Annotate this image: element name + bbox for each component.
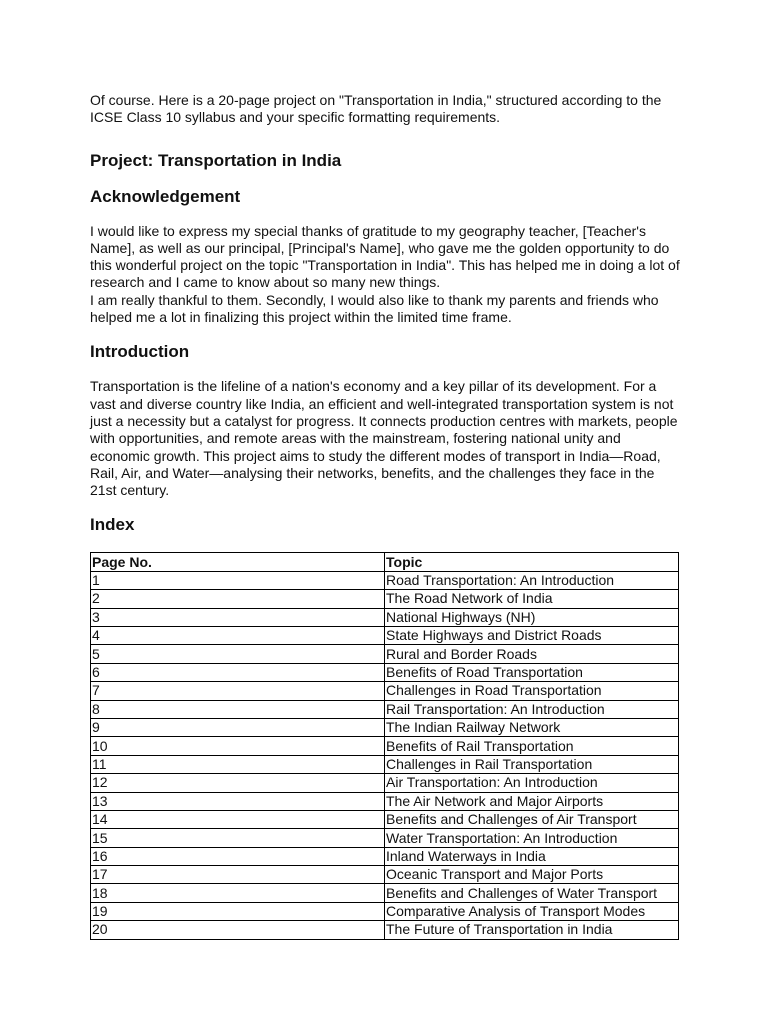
topic-cell: Comparative Analysis of Transport Modes <box>385 902 679 920</box>
topic-cell: Benefits and Challenges of Air Transport <box>385 810 679 828</box>
page-number-cell: 16 <box>91 847 385 865</box>
topic-cell: Air Transportation: An Introduction <box>385 774 679 792</box>
table-row <box>91 774 679 792</box>
page-number-cell: 8 <box>91 700 385 718</box>
column-header-topic: Topic <box>385 553 679 571</box>
page-number-cell: 9 <box>91 718 385 736</box>
intro-paragraph: Of course. Here is a 20-page project on "Transportation in India," structured according to the ICSE Class 10 syllabus and your specific formatting requirements. <box>90 92 662 126</box>
page-number-cell: 5 <box>91 645 385 663</box>
introduction-paragraph: Transportation is the lifeline of a nation's economy and a key pillar of its development. For a vast and diverse country like India, an efficient and well-integrated transportation system is not just a necessity but a catalyst for progress. It connects production centres with markets, people with opportunities, and remote areas with the mainstream, fostering national unity and economic growth. This project aims to study the different modes of transport in India—Road, Rail, Air, and Water—analysing their networks, benefits, and the challenges they face in the 21st century. <box>90 378 678 499</box>
acknowledgement-paragraph-1: I would like to express my special thanks of gratitude to my geography teacher, [Teacher's Name], as well as our principal, [Principal's Name], who gave me the golden opportunity to do this wonderful project on the topic "Transportation in India". This has helped me in doing a lot of research and I came to know about so many new things. <box>90 222 680 291</box>
topic-cell: The Indian Railway Network <box>385 718 679 736</box>
table-row <box>91 718 679 736</box>
topic-cell: Rail Transportation: An Introduction <box>385 700 679 718</box>
topic-cell: Rural and Border Roads <box>385 645 679 663</box>
page-number-cell: 6 <box>91 663 385 681</box>
table-row <box>91 700 679 718</box>
topic-cell: Water Transportation: An Introduction <box>385 829 679 847</box>
topic-cell: Benefits of Road Transportation <box>385 663 679 681</box>
index-table <box>90 552 679 939</box>
page-number-cell: 17 <box>91 866 385 884</box>
table-row <box>91 682 679 700</box>
topic-cell: The Future of Transportation in India <box>385 921 679 939</box>
page-number-cell: 1 <box>91 571 385 589</box>
column-header-page-no: Page No. <box>91 553 385 571</box>
page-number-cell: 13 <box>91 792 385 810</box>
page-number-cell: 18 <box>91 884 385 902</box>
acknowledgement-heading: Acknowledgement <box>90 186 241 206</box>
topic-cell: The Road Network of India <box>385 590 679 608</box>
table-row <box>91 921 679 939</box>
table-row <box>91 590 679 608</box>
page-number-cell: 19 <box>91 902 385 920</box>
table-row <box>91 608 679 626</box>
page-number-cell: 4 <box>91 627 385 645</box>
introduction-heading: Introduction <box>90 342 190 362</box>
table-row <box>91 847 679 865</box>
topic-cell: State Highways and District Roads <box>385 627 679 645</box>
page-number-cell: 10 <box>91 737 385 755</box>
page-number-cell: 20 <box>91 921 385 939</box>
topic-cell: National Highways (NH) <box>385 608 679 626</box>
topic-cell: Challenges in Rail Transportation <box>385 755 679 773</box>
table-row <box>91 866 679 884</box>
topic-cell: Challenges in Road Transportation <box>385 682 679 700</box>
index-header-row <box>91 553 679 571</box>
table-row <box>91 627 679 645</box>
table-row <box>91 645 679 663</box>
page-number-cell: 14 <box>91 810 385 828</box>
topic-cell: Inland Waterways in India <box>385 847 679 865</box>
page-number-cell: 2 <box>91 590 385 608</box>
topic-cell: Benefits and Challenges of Water Transport <box>385 884 679 902</box>
project-title: Project: Transportation in India <box>90 150 342 170</box>
topic-cell: Road Transportation: An Introduction <box>385 571 679 589</box>
table-row <box>91 755 679 773</box>
topic-cell: The Air Network and Major Airports <box>385 792 679 810</box>
topic-cell: Oceanic Transport and Major Ports <box>385 866 679 884</box>
acknowledgement-paragraph-2: I am really thankful to them. Secondly, I would also like to thank my parents and friends who helped me a lot in finalizing this project within the limited time frame. <box>90 291 659 326</box>
page-number-cell: 3 <box>91 608 385 626</box>
table-row <box>91 829 679 847</box>
table-row <box>91 884 679 902</box>
page-number-cell: 7 <box>91 682 385 700</box>
index-table-body <box>91 571 679 939</box>
table-row <box>91 571 679 589</box>
page-number-cell: 11 <box>91 755 385 773</box>
page-number-cell: 15 <box>91 829 385 847</box>
document-page <box>90 92 680 940</box>
table-row <box>91 792 679 810</box>
topic-cell: Benefits of Rail Transportation <box>385 737 679 755</box>
table-row <box>91 663 679 681</box>
index-heading: Index <box>90 515 135 535</box>
page-number-cell: 12 <box>91 774 385 792</box>
table-row <box>91 737 679 755</box>
table-row <box>91 810 679 828</box>
table-row <box>91 902 679 920</box>
